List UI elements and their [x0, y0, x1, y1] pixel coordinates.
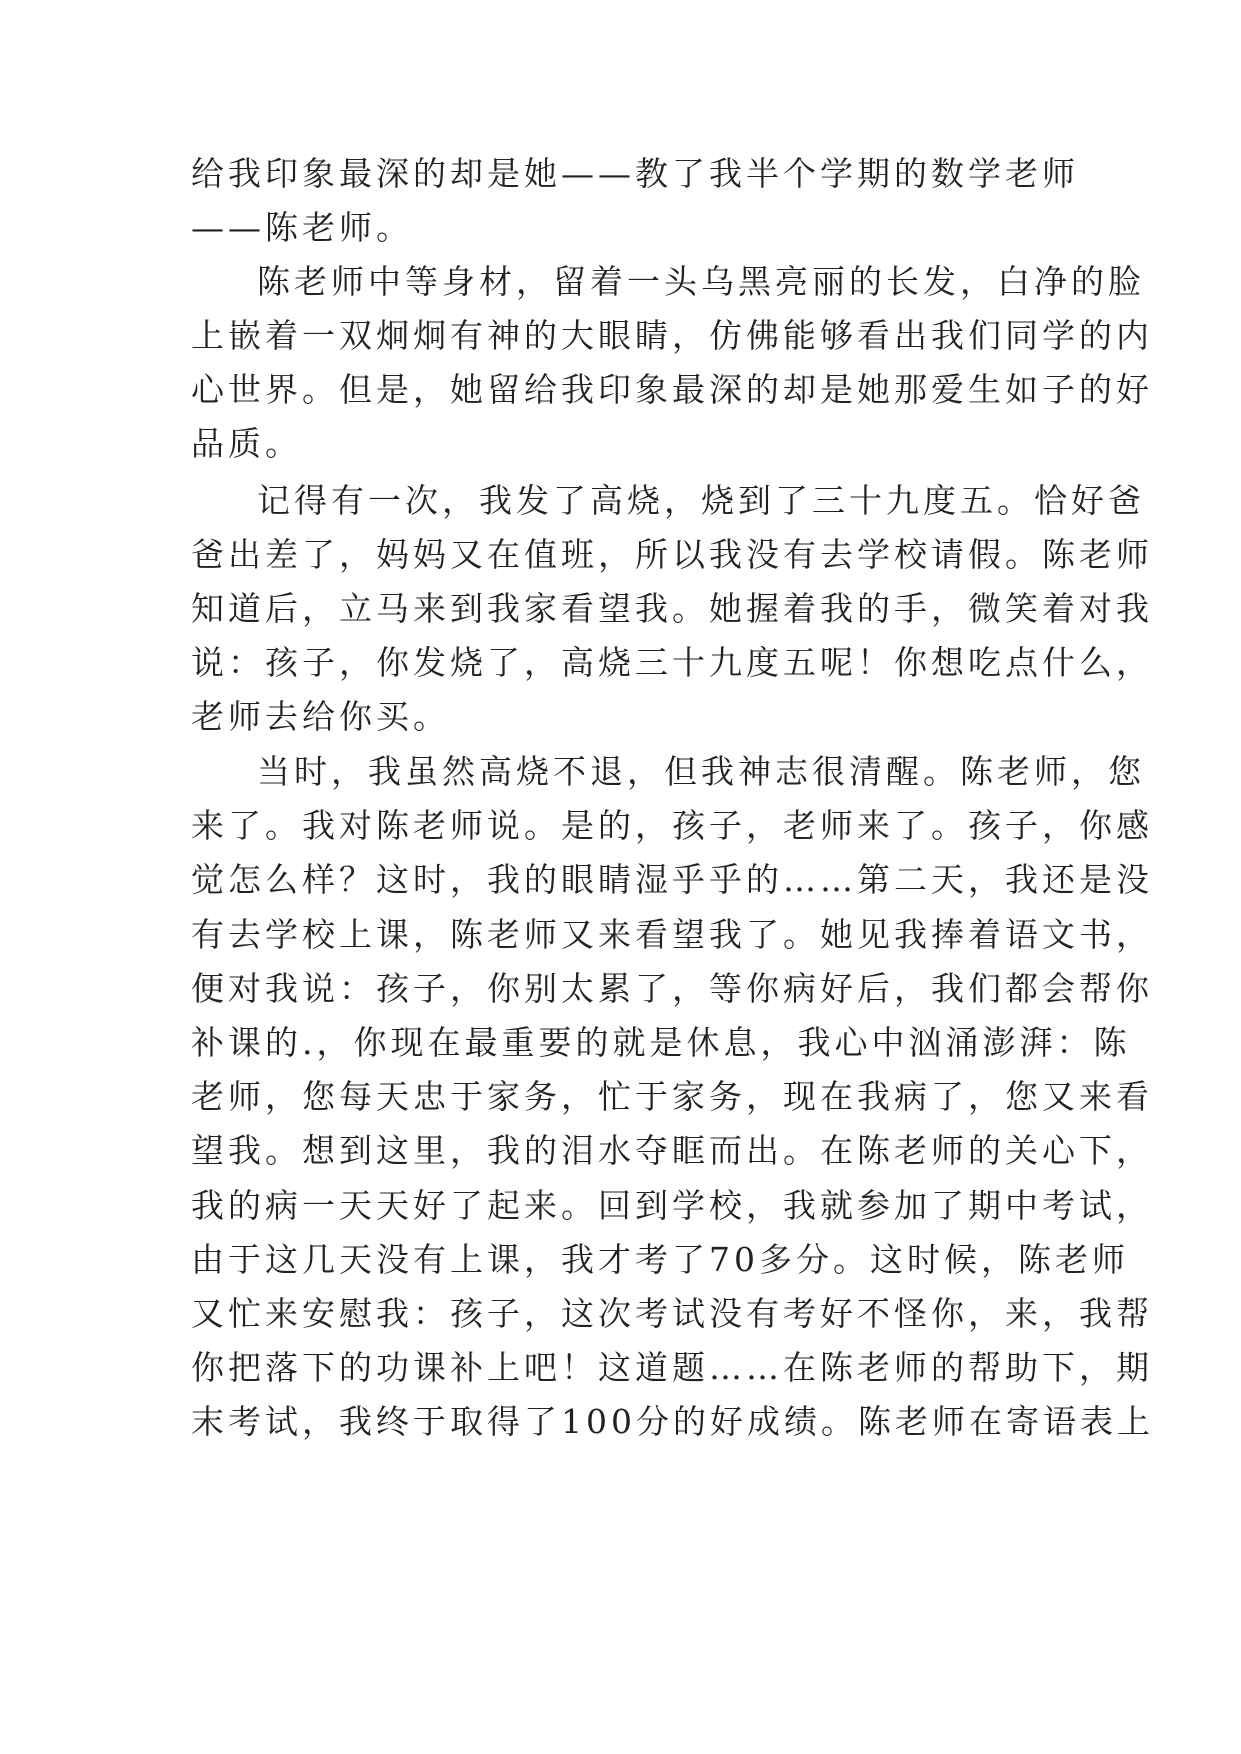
text-line: 爸出差了，妈妈又在值班，所以我没有去学校请假。陈老师: [191, 535, 1153, 574]
text-line: 老师，您每天忠于家务，忙于家务，现在我病了，您又来看: [191, 1077, 1153, 1116]
text-line: 便对我说：孩子，你别太累了，等你病好后，我们都会帮你: [191, 969, 1153, 1008]
text-line: 知道后，立马来到我家看望我。她握着我的手，微笑着对我: [191, 589, 1153, 628]
text-line: 我的病一天天好了起来。回到学校，我就参加了期中考试，: [191, 1186, 1153, 1225]
text-line: 来了。我对陈老师说。是的，孩子，老师来了。孩子，你感: [191, 806, 1153, 845]
text-line: 给我印象最深的却是她——教了我半个学期的数学老师: [191, 154, 1079, 193]
paragraph-first-line: 记得有一次，我发了高烧，烧到了三十九度五。恰好爸: [257, 481, 1145, 520]
text-line: 上嵌着一双炯炯有神的大眼睛，仿佛能够看出我们同学的内: [191, 316, 1153, 355]
text-line: 说：孩子，你发烧了，高烧三十九度五呢！你想吃点什么，: [191, 643, 1153, 682]
text-line: 又忙来安慰我：孩子，这次考试没有考好不怪你，来，我帮: [191, 1294, 1153, 1333]
text-line: 品质。: [191, 424, 302, 463]
text-line: 由于这几天没有上课，我才考了70多分。这时候，陈老师: [191, 1240, 1129, 1279]
text-line: 望我。想到这里，我的泪水夺眶而出。在陈老师的关心下，: [191, 1131, 1153, 1170]
text-line: ——陈老师。: [191, 208, 413, 247]
text-line: 有去学校上课，陈老师又来看望我了。她见我捧着语文书，: [191, 915, 1153, 954]
text-line: 末考试，我终于取得了100分的好成绩。陈老师在寄语表上: [191, 1402, 1154, 1441]
text-line: 心世界。但是，她留给我印象最深的却是她那爱生如子的好: [191, 370, 1153, 409]
paragraph-first-line: 陈老师中等身材，留着一头乌黑亮丽的长发，白净的脸: [257, 262, 1145, 301]
text-line: 老师去给你买。: [191, 697, 450, 736]
text-line: 你把落下的功课补上吧！这道题……在陈老师的帮助下，期: [191, 1348, 1153, 1387]
paragraph-first-line: 当时，我虽然高烧不退，但我神志很清醒。陈老师，您: [257, 752, 1145, 791]
text-line: 觉怎么样？这时，我的眼睛湿乎乎的……第二天，我还是没: [191, 860, 1153, 899]
text-line: 补课的.，你现在最重要的就是休息，我心中汹涌澎湃：陈: [191, 1023, 1131, 1062]
